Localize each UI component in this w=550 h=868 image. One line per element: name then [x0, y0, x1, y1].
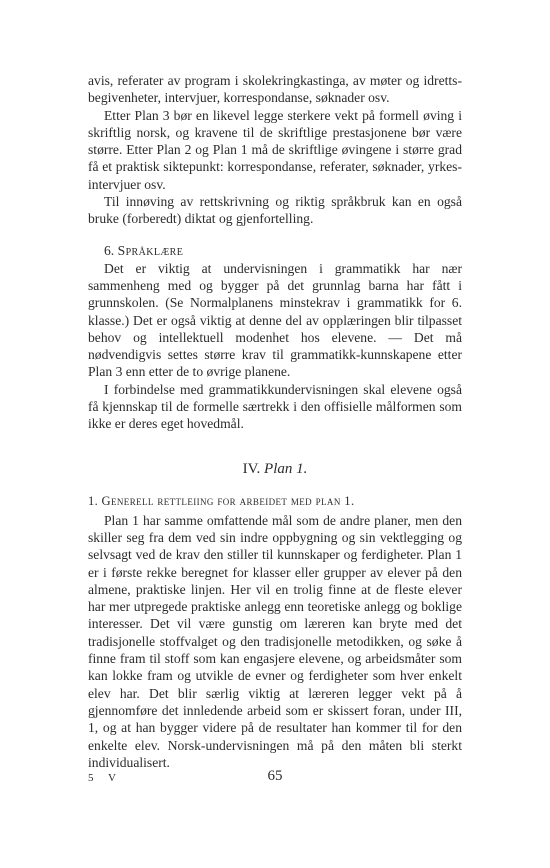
paragraphs-section-1 — [88, 512, 462, 771]
section-1-heading — [88, 492, 462, 510]
paragraph: Plan 1 har samme omfattende mål som de andre planer, men den skiller seg fra dem ved sin indre oppbygning og sin vektlegging og selvsagt ved de krav den stiller til kunnskaper og ferdigheter. Plan 1 er i første rekke beregnet for klasser eller grupper av elever på den almene, praktiske linjen. Her vil en trolig finne at de fleste elever har mer utpregede praktiske anlegg enn teoretiske anlegg og boklige interesser. Det vil være gunstig om læreren kan bryte med det tradisjonelle stoffvalget og den tradisjonelle metodikken, og søke å finne fram til stoff som kan engasjere elevene, og arbeidsmåter som kan lokke fram og utvikle de evner og ferdigheter som hver enkelt elev har. Det blir særlig viktig at læreren legger vekt på å gjennomføre det innledende arbeid som er skissert foran, under III, 1, og at han bygger videre på de resultater han kommer til for den enkelte elev. Norsk-undervisningen må på den måten bli sterkt individualisert. — [88, 512, 462, 770]
paragraph: Det er viktig at undervisningen i grammatikk har nær sammenheng med og bygger på det grunnlag barna har fått i grunnskolen. (Se Normalplanens minstekrav i grammatikk for 6. klasse.) Det er også viktig at denne del av opplæringen blir tilpasset behov og intellektuell modenhet hos elevene. — Det må nødvendigvis settes større krav til grammatikk-kunnskapene etter Plan 3 enn etter de to øvrige planene. — [88, 260, 462, 380]
signature-mark: 5 V — [88, 772, 122, 784]
section-6-heading — [88, 242, 462, 260]
section-6-title: Språklære — [117, 242, 184, 258]
section-1-number: 1. — [88, 493, 99, 508]
page-number: 65 — [267, 768, 283, 784]
paragraph: Etter Plan 3 bør en likevel legge sterkere vekt på formell øving i skriftlig norsk, og kravene til de skriftlige prestasjonene bør være større. Etter Plan 2 og Plan 1 må de skriftlige øvingene i større grad få et praktisk siktepunkt: korrespondanse, referater, søknader, yrkes-intervjuer osv. — [88, 107, 462, 192]
chapter-numeral: IV. — [242, 460, 261, 477]
chapter-heading — [88, 461, 462, 478]
paragraph: avis, referater av program i skolekringkastinga, av møter og idretts-begivenheter, intervjuer, korrespondanse, søknader osv. — [88, 73, 462, 106]
chapter-title: Plan 1. — [264, 460, 308, 477]
paragraph: Til innøving av rettskrivning og riktig språkbruk kan en også bruke (forberedt) diktat og gjenfortelling. — [88, 194, 462, 227]
paragraphs-top — [88, 72, 462, 228]
section-6-number: 6. — [104, 242, 115, 258]
paragraph: I forbindelse med grammatikkundervisningen skal elevene også få kjennskap til de formelle særtrekk i den offisielle målformen som ikke er deres eget hovedmål. — [88, 381, 462, 432]
section-1-title: Generell rettleiing for arbeidet med plan 1. — [101, 493, 355, 508]
paragraphs-section-6 — [88, 260, 462, 433]
